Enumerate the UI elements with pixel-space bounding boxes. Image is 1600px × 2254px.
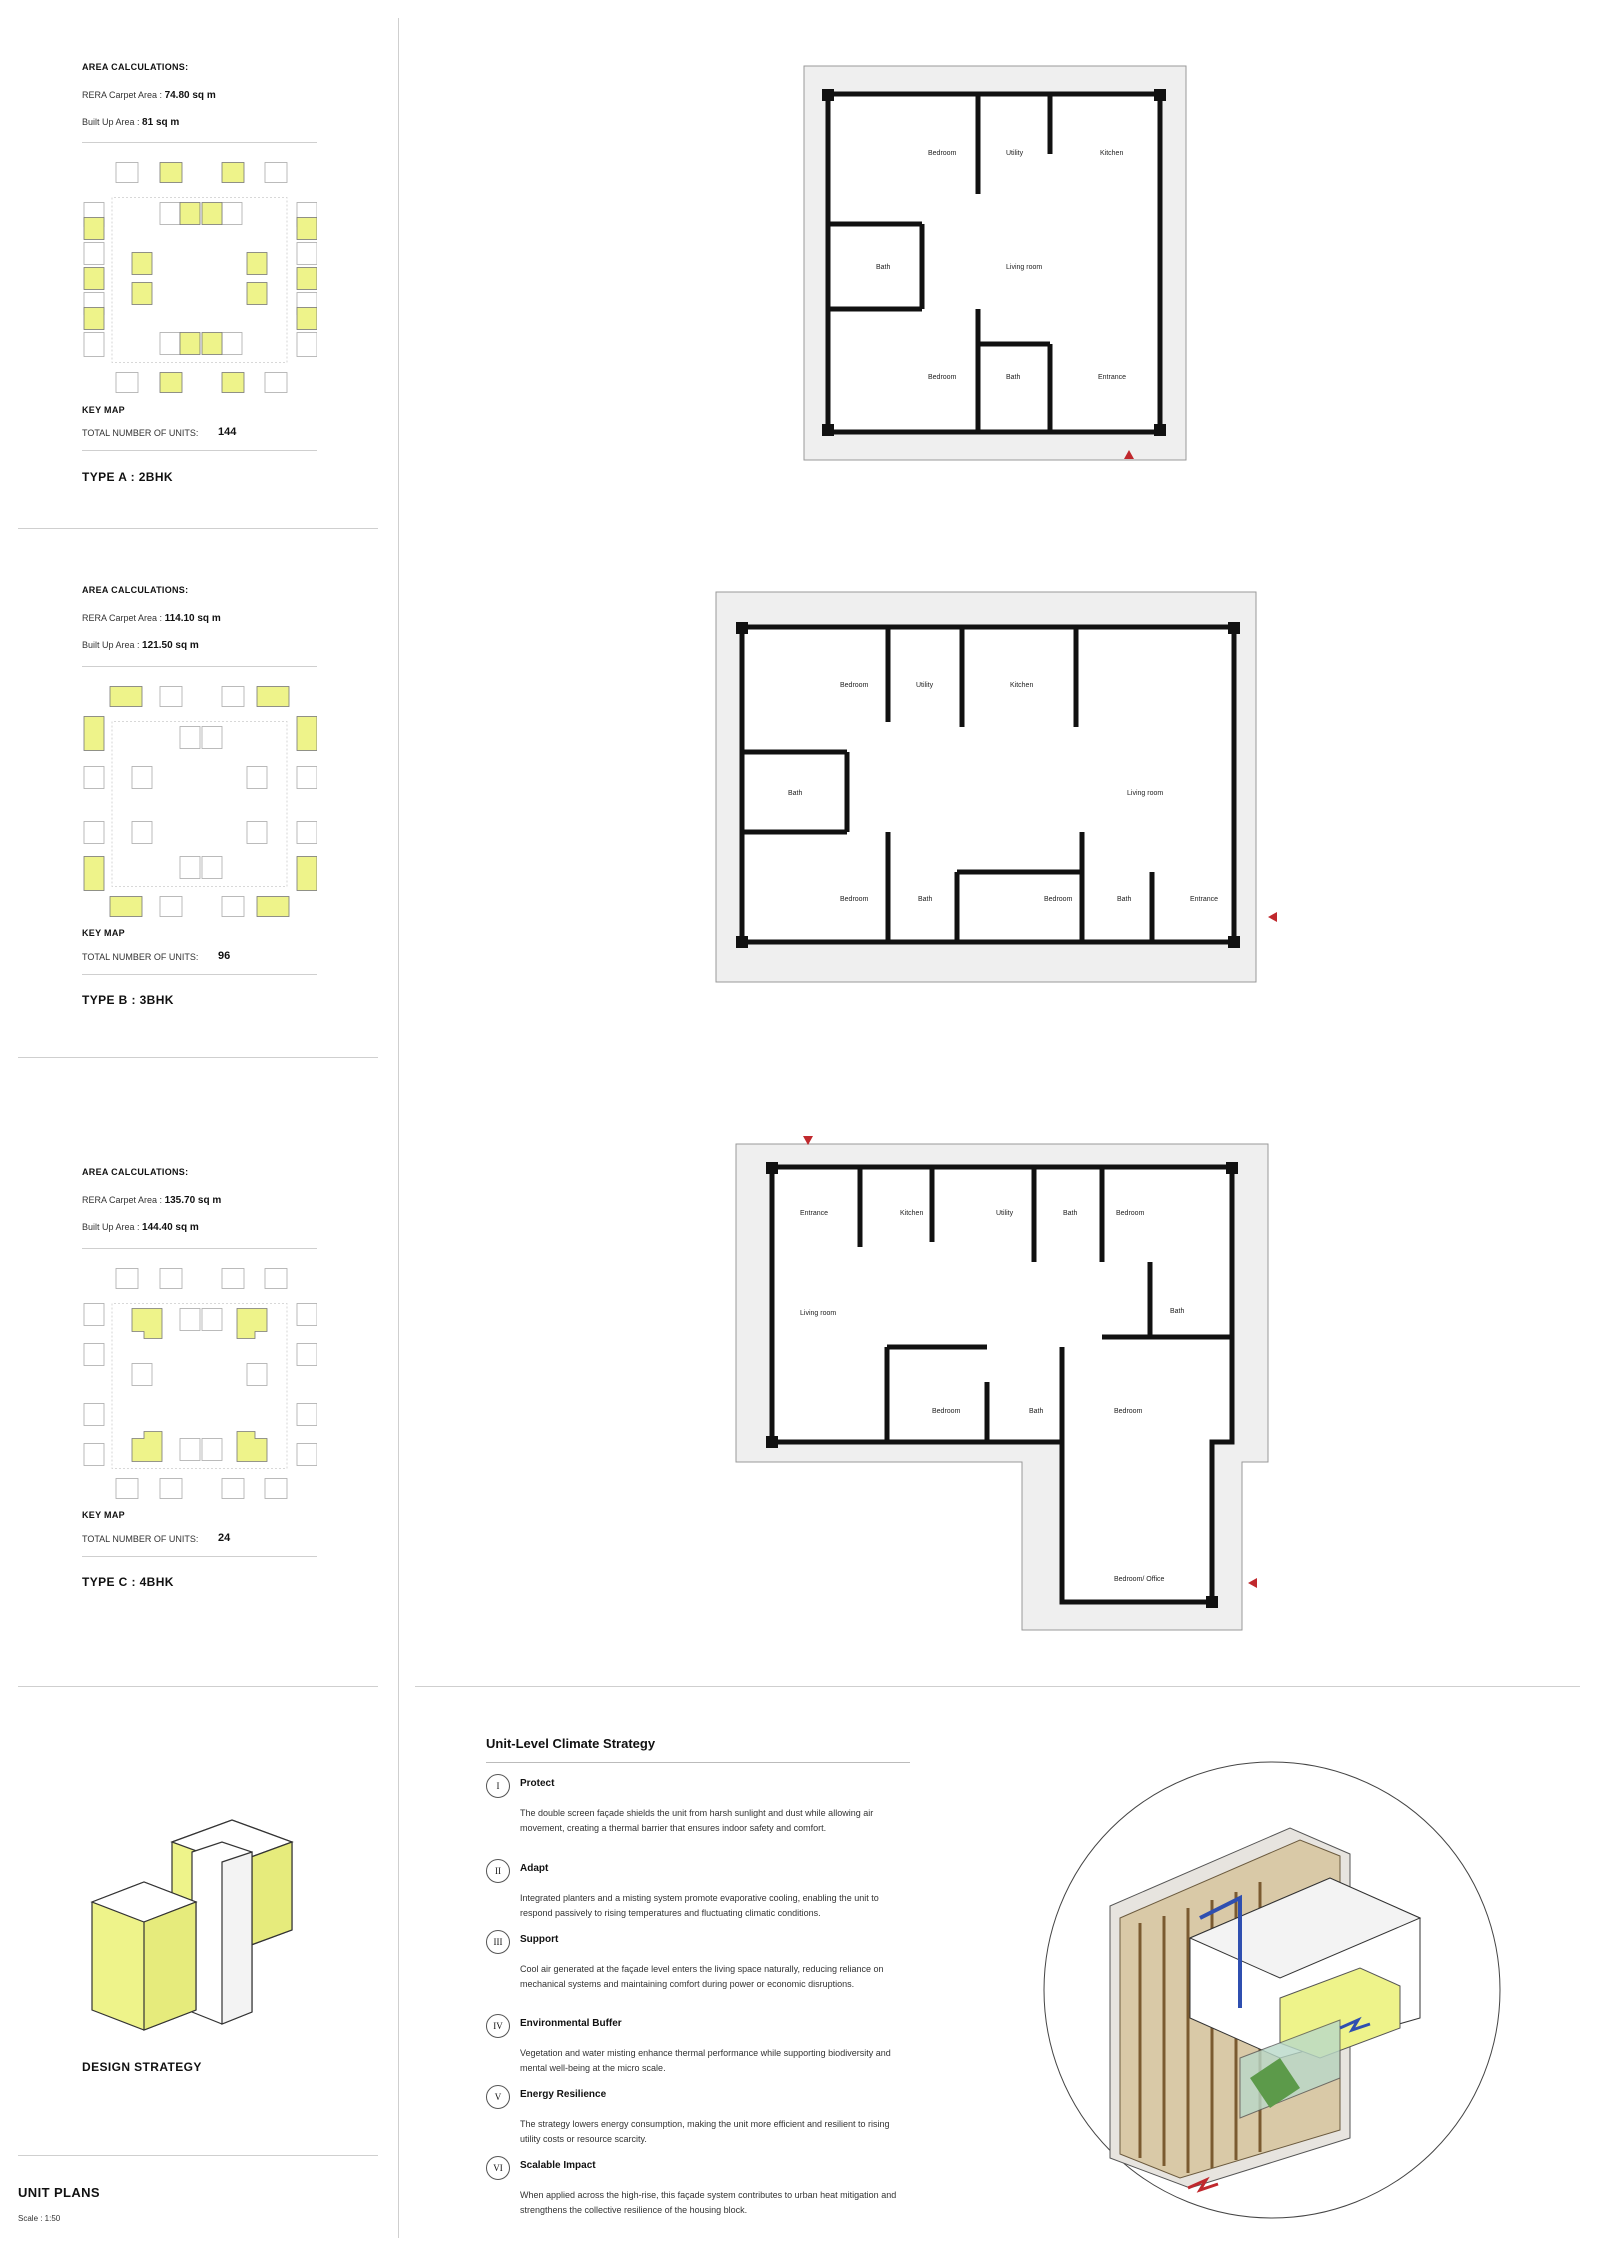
floor-plan-type-b: Bedroom Utility Kitchen Bath Living room Bedroom Bath Bedroom Bath Entrance [712,582,1280,992]
unit-plans-title: UNIT PLANS [18,2185,100,2200]
entry-arrow [1124,450,1134,460]
type-label: TYPE A : 2BHK [82,470,173,484]
carpet-area: RERA Carpet Area : 74.80 sq m [82,90,216,101]
strategy-item: II Adapt Integrated planters and a misting system promote evaporative cooling, enabling the unit to respond passively to rising temperatures and fluctuating climatic conditions. [486,1859,906,1924]
carpet-area: RERA Carpet Area : 114.10 sq m [82,613,221,624]
section-divider [415,1686,1580,1687]
key-map-type-a [82,150,317,410]
entry-arrow [803,1136,813,1146]
units-value: 96 [218,950,231,962]
units-value: 24 [218,1532,231,1544]
builtup-area: Built Up Area : 121.50 sq m [82,640,199,651]
strategy-item: III Support Cool air generated at the façade level enters the living space naturally, reducing reliance on mechanical systems and maintaining comfort during power or economic disruptions. [486,1930,906,2010]
units-label: TOTAL NUMBER OF UNITS: [82,952,199,962]
builtup-area: Built Up Area : 144.40 sq m [82,1222,199,1233]
floor-plan-type-a: Bedroom Utility Kitchen Bath Living room Bedroom Bath Entrance [802,64,1188,462]
section-divider [18,1686,378,1687]
column-divider [398,18,399,2238]
facade-section-illustration [1040,1758,1504,2222]
section-divider [18,2155,378,2156]
area-heading: AREA CALCULATIONS: [82,62,189,72]
section-divider [18,528,378,529]
strategy-item: IV Environmental Buffer Vegetation and water misting enhance thermal performance while supporting biodiversity and mental well-being at the micro scale. [486,2014,906,2079]
area-heading: AREA CALCULATIONS: [82,1167,189,1177]
carpet-area: RERA Carpet Area : 135.70 sq m [82,1195,222,1206]
strategy-item: V Energy Resilience The strategy lowers energy consumption, making the unit more efficient and resilient to rising utility costs or resource scarcity. [486,2085,906,2150]
key-map-label: KEY MAP [82,405,125,415]
scale-label: Scale : 1:50 [18,2214,61,2223]
type-label: TYPE C : 4BHK [82,1575,174,1589]
strategy-title: Unit-Level Climate Strategy [486,1736,656,1751]
design-strategy-label: DESIGN STRATEGY [82,2060,202,2074]
entry-arrow [1268,912,1278,922]
entry-arrow [1248,1578,1258,1588]
units-label: TOTAL NUMBER OF UNITS: [82,428,199,438]
key-map-label: KEY MAP [82,928,125,938]
key-map-type-c [82,1256,317,1516]
floor-plan-type-c: Entrance Kitchen Utility Bath Bedroom Living room Bath Bedroom Bath Bedroom Bedroom/ Office [732,1122,1272,1632]
design-strategy-diagram [82,1812,322,2042]
builtup-area: Built Up Area : 81 sq m [82,117,180,128]
section-divider [18,1057,378,1058]
type-label: TYPE B : 3BHK [82,993,174,1007]
units-label: TOTAL NUMBER OF UNITS: [82,1534,199,1544]
strategy-item: I Protect The double screen façade shields the unit from harsh sunlight and dust while allowing air movement, creating a thermal barrier that ensures indoor safety and comfort. [486,1774,906,1854]
strategy-item: VI Scalable Impact When applied across the high-rise, this façade system contributes to urban heat mitigation and strengthens the collective resilience of the housing block. [486,2156,906,2221]
units-value: 144 [218,426,237,438]
area-heading: AREA CALCULATIONS: [82,585,189,595]
key-map-label: KEY MAP [82,1510,125,1520]
key-map-type-b [82,674,317,934]
